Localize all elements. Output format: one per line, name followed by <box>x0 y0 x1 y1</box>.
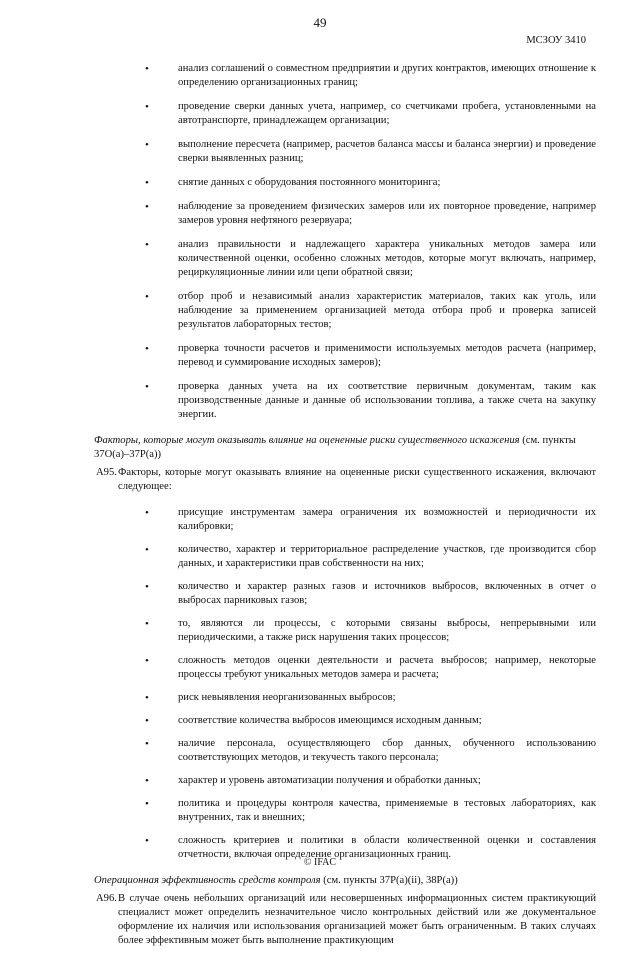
bullet-icon: • <box>145 798 149 810</box>
list-item <box>118 380 596 422</box>
paragraph-number: A96. <box>96 893 117 904</box>
page-number: 49 <box>313 15 327 30</box>
list-item <box>118 714 596 728</box>
section-heading-ref: (см. пункты 37О(а)–37Р(а)) <box>94 435 576 460</box>
list-item-text: риск невыявления неорганизованных выбросов; <box>178 692 396 703</box>
list-item <box>118 62 596 90</box>
list-item-text: снятие данных с оборудования постоянного мониторинга; <box>178 177 441 188</box>
bullet-icon: • <box>145 177 149 189</box>
list-item-text: наличие персонала, осуществляющего сбор данных, обученного использованию соответствующих методов, и текучесть такого персонала; <box>178 738 596 763</box>
list-item-text: проведение сверки данных учета, например, со счетчиками пробега, установленными на автотранспорте, принадлежащем организации; <box>178 101 596 126</box>
paragraph-number: A95. <box>96 467 117 478</box>
document-code: МСЗОУ 3410 <box>526 35 586 46</box>
bullet-icon: • <box>145 201 149 213</box>
list-item-text: сложность методов оценки деятельности и расчета выбросов; например, некоторые процессы требуют уникальных методов замера и расчета; <box>178 655 596 680</box>
bullet-icon: • <box>145 715 149 727</box>
bullet-icon: • <box>145 835 149 847</box>
bullet-icon: • <box>145 381 149 393</box>
list-item <box>118 543 596 571</box>
bullet-icon: • <box>145 544 149 556</box>
section-heading-text: Факторы, которые могут оказывать влияние на оцененные риски существенного искажения <box>94 435 520 446</box>
list-item <box>118 100 596 128</box>
list-item-text: проверка точности расчетов и применимости используемых методов расчета (например, перевод и суммирование исходных замеров); <box>178 343 596 368</box>
list-item <box>118 138 596 166</box>
risk-factors-list <box>118 506 596 862</box>
footer-copyright: © IFAC <box>303 857 337 868</box>
list-item <box>118 290 596 332</box>
list-item-text: количество и характер разных газов и источников выбросов, включенных в отчет о выбросах парниковых газов; <box>178 581 596 606</box>
list-item-text: соответствие количества выбросов имеющимся исходным данным; <box>178 715 482 726</box>
list-item <box>118 176 596 190</box>
paragraph-a95 <box>96 466 596 494</box>
list-item <box>118 691 596 705</box>
list-item <box>118 238 596 280</box>
list-item-text: политика и процедуры контроля качества, применяемые в тестовых лабораториях, как внутренних, так и внешних; <box>178 798 596 823</box>
list-item <box>118 774 596 788</box>
list-item-text: сложность критериев и политики в области количественной оценки и составления отчетности, включая определение организационных границ. <box>178 835 596 860</box>
bullet-icon: • <box>145 655 149 667</box>
list-item <box>118 737 596 765</box>
list-item-text: присущие инструментам замера ограничения их возможностей и периодичности их калибровки; <box>178 507 596 532</box>
list-item <box>118 654 596 682</box>
bullet-icon: • <box>145 581 149 593</box>
bullet-icon: • <box>145 343 149 355</box>
paragraph-text: В случае очень небольших организаций или несовершенных информационных систем практикующий специалист может определить незначительное число контрольных действий или же документальное оформление их наличия или использования организацией может быть ограниченным. В таких случаях более эффективным может быть выполнение практикующим <box>118 893 596 946</box>
bullet-icon: • <box>145 239 149 251</box>
list-item-text: характер и уровень автоматизации получения и обработки данных; <box>178 775 481 786</box>
paragraph-text: Факторы, которые могут оказывать влияние на оцененные риски существенного искажения, включают следующее: <box>118 467 596 492</box>
list-item <box>118 580 596 608</box>
list-item-text: отбор проб и независимый анализ характеристик материалов, таких как уголь, или наблюдение за применением организацией метода отбора проб и проверка записей результатов лабораторных тестов; <box>178 291 596 330</box>
section-heading-controls <box>94 874 596 888</box>
list-item-text: проверка данных учета на их соответствие первичным документам, таким как производственные данные и данные об использовании топлива, а также счета на закупку энергии. <box>178 381 596 420</box>
list-item <box>118 797 596 825</box>
procedures-list <box>118 62 596 422</box>
section-heading-risk-factors <box>94 434 596 462</box>
bullet-icon: • <box>145 139 149 151</box>
list-item <box>118 200 596 228</box>
bullet-icon: • <box>145 618 149 630</box>
list-item <box>118 342 596 370</box>
section-heading-ref: (см. пункты 37Р(а)(ii), 38Р(а)) <box>320 875 458 886</box>
list-item-text: наблюдение за проведением физических замеров или их повторное проведение, например замеров уровня нефтяного резервуара; <box>178 201 596 226</box>
section-heading-text: Операционная эффективность средств контроля <box>94 875 321 886</box>
paragraph-a96 <box>96 892 596 948</box>
bullet-icon: • <box>145 101 149 113</box>
bullet-icon: • <box>145 63 149 75</box>
bullet-icon: • <box>145 692 149 704</box>
list-item-text: количество, характер и территориальное распределение участков, где производится сбор данных, и характеристики прав собственности на них; <box>178 544 596 569</box>
bullet-icon: • <box>145 775 149 787</box>
list-item-text: выполнение пересчета (например, расчетов баланса массы и баланса энергии) и проведение сверки выявленных разниц; <box>178 139 596 164</box>
page-content <box>94 62 596 960</box>
list-item-text: анализ соглашений о совместном предприятии и других контрактов, имеющих отношение к определению организационных границ; <box>178 63 596 88</box>
bullet-icon: • <box>145 291 149 303</box>
list-item <box>118 506 596 534</box>
list-item <box>118 617 596 645</box>
bullet-icon: • <box>145 507 149 519</box>
list-item-text: анализ правильности и надлежащего характера уникальных методов замера или количественной оценки, особенно сложных методов, которые могут включать, например, рециркуляционные линии или цепи обратной связи; <box>178 239 596 278</box>
list-item-text: то, являются ли процессы, с которыми связаны выбросы, непрерывными или периодическими, а также риск нарушения таких процессов; <box>178 618 596 643</box>
bullet-icon: • <box>145 738 149 750</box>
